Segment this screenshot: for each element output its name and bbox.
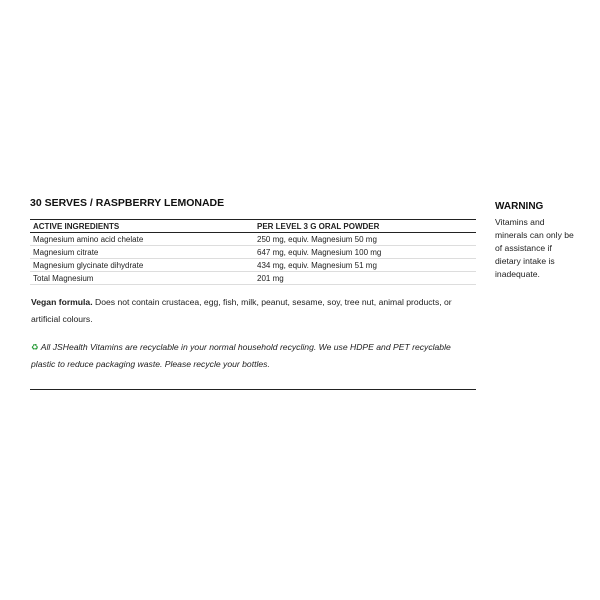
table-row bbox=[30, 259, 476, 272]
warning-box bbox=[495, 201, 575, 281]
table-row bbox=[30, 233, 476, 246]
ingredient-name: Magnesium citrate bbox=[30, 246, 254, 259]
column-header: PER LEVEL 3 G ORAL POWDER bbox=[254, 220, 476, 233]
recycle-icon: ♻ bbox=[31, 342, 39, 352]
table-row bbox=[30, 246, 476, 259]
column-header: ACTIVE INGREDIENTS bbox=[30, 220, 254, 233]
ingredient-name: Magnesium glycinate dihydrate bbox=[30, 259, 254, 272]
recycle-note bbox=[31, 339, 471, 373]
ingredient-amount: 647 mg, equiv. Magnesium 100 mg bbox=[254, 246, 476, 259]
ingredient-amount: 434 mg, equiv. Magnesium 51 mg bbox=[254, 259, 476, 272]
divider bbox=[30, 389, 476, 390]
table-row bbox=[30, 272, 476, 285]
vegan-note bbox=[31, 294, 471, 328]
ingredient-name: Total Magnesium bbox=[30, 272, 254, 285]
ingredient-amount: 250 mg, equiv. Magnesium 50 mg bbox=[254, 233, 476, 246]
warning-text: Vitamins and minerals can only be of assistance if dietary intake is inadequate. bbox=[495, 217, 574, 279]
section-title: 30 SERVES / RASPBERRY LEMONADE bbox=[30, 197, 225, 209]
vegan-label: Vegan formula. bbox=[31, 297, 93, 307]
ingredient-name: Magnesium amino acid chelate bbox=[30, 233, 254, 246]
ingredients-table bbox=[30, 219, 476, 285]
ingredient-amount: 201 mg bbox=[254, 272, 476, 285]
vegan-text: Does not contain crustacea, egg, fish, milk, peanut, sesame, soy, tree nut, animal products, or artificial colours. bbox=[31, 297, 452, 324]
recycle-text: All JSHealth Vitamins are recyclable in your normal household recycling. We use HDPE and PET recyclable plastic to reduce packaging waste. Please recycle your bottles. bbox=[31, 342, 451, 369]
warning-title: WARNING bbox=[495, 201, 544, 212]
